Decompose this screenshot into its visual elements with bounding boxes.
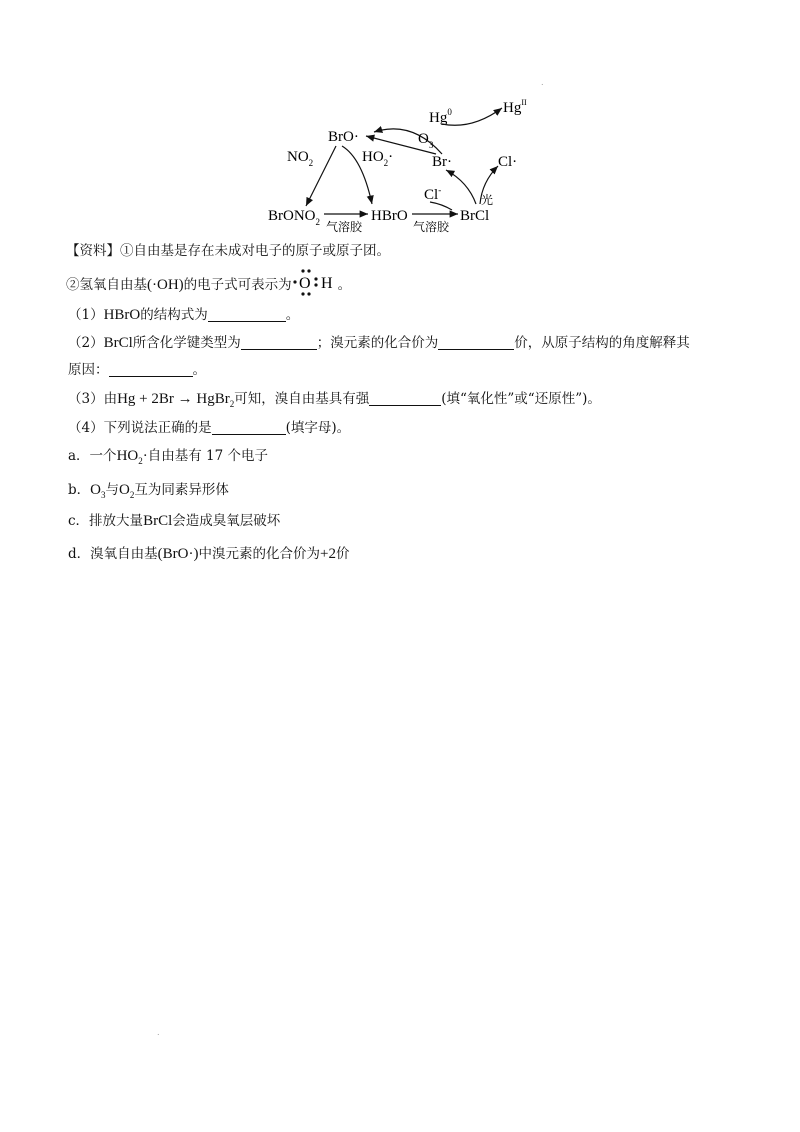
o2-formula: $O_2$: [119, 482, 135, 500]
ho2-formula: $HO_2\cdot$: [116, 448, 148, 466]
arrow-brcl-to-br: [446, 170, 476, 204]
answer-blank-q2-reason[interactable]: [109, 362, 193, 377]
label-ho2: $HO_2\cdot$: [362, 149, 394, 168]
label-no2: $NO_2$: [287, 149, 314, 168]
stray-dot-top: .: [541, 78, 544, 87]
arrow-cl-minus: [430, 202, 452, 210]
arrow-bro-to-brono2: [306, 146, 336, 206]
label-light: 光: [481, 193, 494, 207]
answer-blank-q2-valence[interactable]: [438, 335, 514, 350]
answer-blank-q4[interactable]: [212, 420, 286, 435]
label-aerosol-2: 气溶胶: [413, 220, 450, 234]
option-c: c．排放大量BrCl会造成臭氧层破坏: [68, 513, 281, 529]
label-bro: BrO·: [328, 129, 359, 145]
answer-blank-q2-bond[interactable]: [241, 335, 317, 350]
info-text-2-pre: ②氢氧自由基: [66, 277, 147, 293]
info-text-2-end: 。: [337, 277, 352, 293]
label-brcl: BrCl: [460, 208, 490, 224]
info-text-2-mid: 的电子式可表示为: [183, 277, 292, 293]
brcl-formula: BrCl: [103, 335, 133, 351]
question-1: （1）HBrO的结构式为 。: [68, 307, 300, 323]
label-cl-minus: Cl-: [424, 185, 442, 203]
brcl-formula-option: BrCl: [143, 513, 173, 529]
info-line-2: [66, 271, 351, 295]
oh-lewis-structure: [292, 271, 338, 295]
option-b: b．$O_3$与$O_2$互为同素异形体: [68, 482, 229, 500]
label-cl: Cl·: [498, 154, 518, 170]
label-aerosol-1: 气溶胶: [326, 220, 363, 234]
info-text-1: 【资料】①自由基是存在未成对电子的原子或原子团。: [66, 243, 390, 259]
o3-formula: $O_3$: [90, 482, 106, 500]
oh-radical-formula: (·OH): [147, 277, 184, 293]
label-hg2: $Hg^{II}$: [503, 98, 527, 116]
valence-value: +2: [319, 546, 336, 562]
label-brono2: BrONO$_2$: [268, 208, 320, 227]
question-3: （3）由Hg + 2Br → HgBr$_2$可知，溴自由基具有强 (填“氧化性”或“还原性”)。: [68, 391, 601, 409]
svg-text:H: H: [320, 275, 333, 292]
label-br: Br·: [432, 154, 452, 170]
hg-reaction-equation: Hg + 2Br → HgBr$_2$: [117, 391, 235, 409]
svg-text:O: O: [298, 275, 311, 292]
bro-formula-option: (BrO·): [157, 546, 199, 562]
question-2-line-2: 原因： 。: [68, 362, 206, 378]
label-hbro: HBrO: [371, 208, 408, 224]
option-a: a．一个$HO_2\cdot$自由基有 17 个电子: [68, 448, 268, 466]
reaction-scheme: [262, 92, 562, 237]
info-line-1: [66, 241, 390, 261]
answer-blank-q3[interactable]: [369, 391, 441, 406]
answer-blank-q1[interactable]: [208, 307, 286, 322]
stray-dot-bottom: .: [157, 1028, 160, 1037]
label-hg0: Hg$^0$: [429, 107, 452, 126]
hbro-formula: HBrO: [103, 307, 141, 323]
question-4: （4）下列说法正确的是 (填字母)。: [68, 420, 351, 436]
label-o3: $O_3$: [418, 131, 434, 150]
question-2: （2）BrCl所含化学键类型为 ；溴元素的化合价为 价，从原子结构的角度解释其: [68, 335, 690, 351]
option-d: d．溴氧自由基(BrO·)中溴元素的化合价为+2价: [68, 546, 350, 562]
